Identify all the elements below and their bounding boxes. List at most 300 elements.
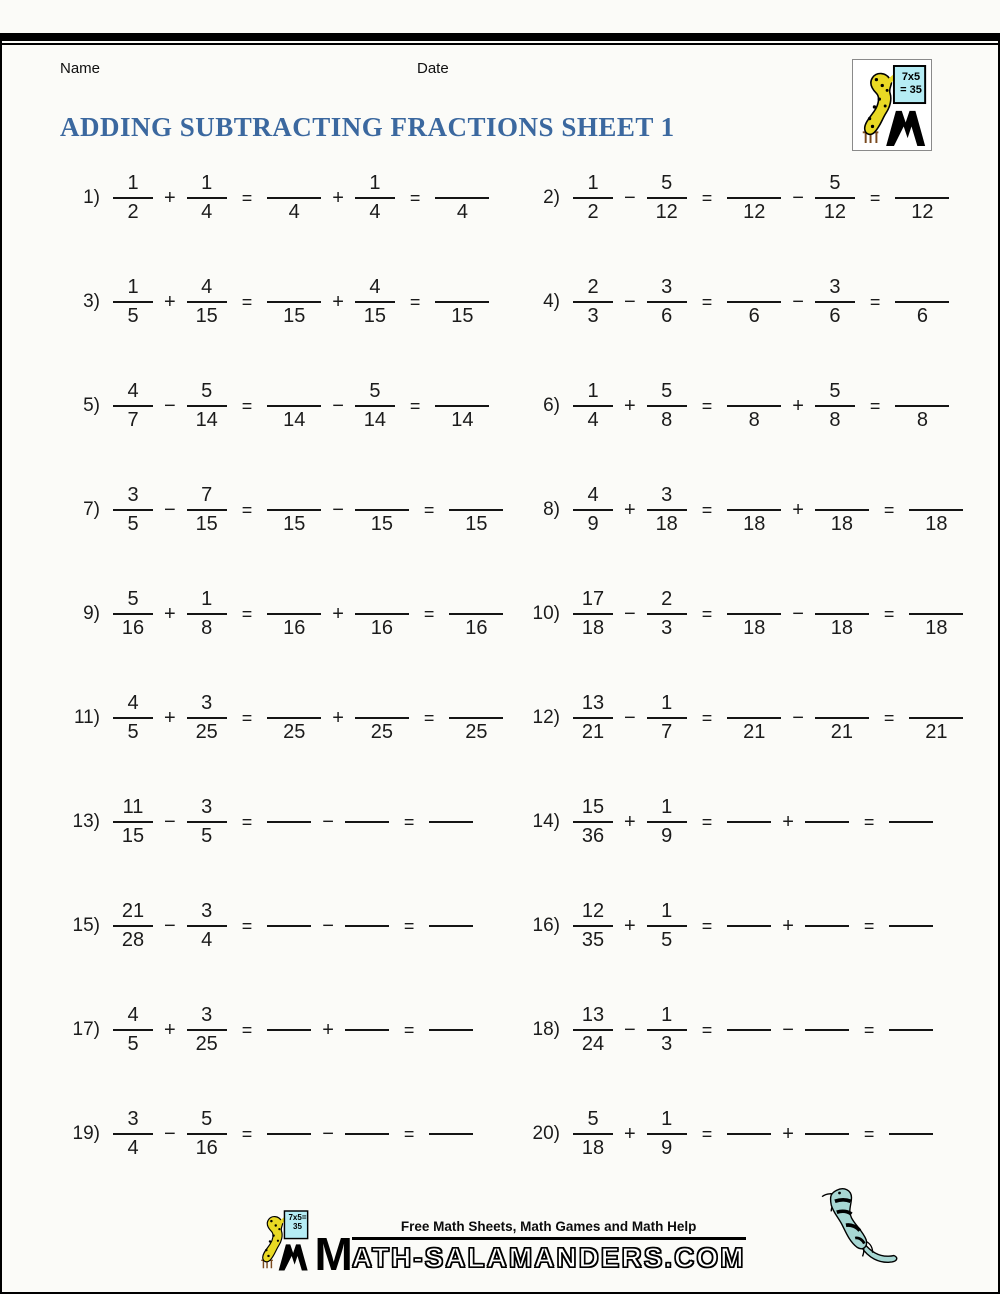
problem-number: 4) [543,291,560,312]
footer-logo [254,1206,312,1274]
problem-number: 6) [543,395,560,416]
denominator: 15 [370,513,394,535]
denominator: 15 [283,305,306,327]
denominator: 6 [661,305,673,327]
numerator: 17 [573,587,613,615]
fraction-a [113,379,153,433]
fraction-c [355,171,395,225]
problems-grid [58,146,998,1186]
answer-slot [815,587,869,641]
fraction-b [187,483,227,537]
numerator: 5 [647,171,687,199]
answer-blank [727,483,781,511]
fraction-a [113,691,153,745]
answer-blank [267,483,321,511]
operator-sign: − [164,394,176,417]
denominator: 14 [363,409,387,431]
fraction-c [815,275,855,329]
denominator: 25 [465,721,488,743]
answer-blank [805,821,849,823]
answer-blank [727,1029,771,1031]
equals-sign: = [883,603,895,624]
denominator: 4 [201,929,213,951]
numerator: 13 [573,691,613,719]
operator-sign: − [164,810,176,833]
answer-blank [727,821,771,823]
answer-blank [727,379,781,407]
answer-slot [267,691,321,745]
answer-blank [435,379,489,407]
denominator: 12 [655,201,678,223]
date-label: Date [417,60,449,77]
operator-sign: − [792,186,804,209]
denominator: 5 [127,1033,139,1055]
equals-sign: = [241,1123,253,1144]
answer-slot [727,379,781,433]
denominator: 9 [587,513,599,535]
answer-blank [267,379,321,407]
fraction-a [573,795,613,849]
fraction-b [647,171,687,225]
answer-blank [429,821,473,823]
denominator: 15 [121,825,145,847]
answer-blank [909,691,963,719]
answer-blank [267,1133,311,1135]
numerator: 3 [815,275,855,303]
answer-blank [889,925,933,927]
numerator: 1 [647,899,687,927]
problem-number: 16) [532,915,560,936]
operator-sign: + [332,290,344,313]
operator-sign: + [624,394,636,417]
answer-slot [727,171,781,225]
fraction-b [647,483,687,537]
answer-blank [805,1029,849,1031]
answer-slot [727,691,781,745]
fraction-b [647,899,687,953]
equals-sign: = [241,915,253,936]
operator-sign: − [792,290,804,313]
name-label: Name [60,60,101,77]
equals-sign: = [863,915,875,936]
problem-row [518,1003,998,1057]
logo-board-text: 7x5 [901,71,921,83]
operator-sign: + [792,498,804,521]
denominator: 8 [661,409,673,431]
fraction-b [647,691,687,745]
equals-sign: = [883,499,895,520]
problem-row [58,795,518,849]
equals-sign: = [863,811,875,832]
operator-sign: − [624,1018,636,1041]
problem-number: 12) [532,707,560,728]
problem-row [518,691,998,745]
problem-number: 13) [72,811,100,832]
equals-sign: = [701,707,713,728]
denominator: 25 [195,721,218,743]
fraction-b [187,795,227,849]
answer-blank [267,587,321,615]
operator-sign: + [624,1122,636,1145]
operator-sign: − [792,602,804,625]
fraction-c [355,275,395,329]
answer-slot [435,379,489,433]
answer-slot [267,483,321,537]
denominator: 9 [661,825,673,847]
operator-sign: − [322,810,334,833]
denominator: 18 [581,617,605,639]
denominator: 16 [195,1137,218,1159]
operator-sign: − [782,1018,794,1041]
numerator: 1 [113,275,153,303]
denominator: 36 [581,825,605,847]
answer-blank [435,171,489,199]
fraction-a [113,795,153,849]
problem-row [518,379,998,433]
denominator: 15 [465,513,488,535]
numerator: 2 [647,587,687,615]
numerator: 21 [113,899,153,927]
denominator: 15 [195,305,218,327]
answer-blank [355,587,409,615]
answer-slot [449,587,503,641]
answer-slot [815,691,869,745]
denominator: 18 [830,513,854,535]
fraction-b [187,171,227,225]
numerator: 5 [573,1107,613,1135]
equals-sign: = [701,395,713,416]
answer-blank [889,1029,933,1031]
brand-text-block [352,1219,746,1274]
problem-number: 14) [532,811,560,832]
denominator: 25 [370,721,394,743]
fraction-b [187,1107,227,1161]
fraction-a [113,899,153,953]
numerator: 3 [113,483,153,511]
answer-slot [909,587,963,641]
answer-slot [895,171,949,225]
answer-blank [449,483,503,511]
denominator: 5 [127,305,139,327]
answer-slot [895,275,949,329]
problem-row [58,171,518,225]
site-name: ATH-SALAMANDERS.COM [351,1242,746,1273]
answer-blank [909,483,963,511]
fraction-b [187,379,227,433]
answer-blank [345,1133,389,1135]
fraction-b [647,795,687,849]
fraction-b [647,379,687,433]
equals-sign: = [403,915,415,936]
numerator: 1 [647,1003,687,1031]
answer-blank [727,171,781,199]
problem-row [518,587,998,641]
answer-blank [267,275,321,303]
problem-row [58,899,518,953]
operator-sign: − [164,914,176,937]
answer-blank [727,691,781,719]
problem-number: 3) [83,291,100,312]
denominator: 4 [456,201,468,223]
numerator: 5 [187,1107,227,1135]
problem-row [518,795,998,849]
denominator: 2 [127,201,139,223]
denominator: 4 [201,201,213,223]
answer-blank [727,587,781,615]
problem-row [58,1107,518,1161]
math-salamanders-logo [852,59,932,151]
operator-sign: + [332,186,344,209]
denominator: 16 [283,617,306,639]
denominator: 35 [581,929,605,951]
denominator: 16 [370,617,394,639]
numerator: 1 [187,587,227,615]
equals-sign: = [241,187,253,208]
gecko-icon [811,1184,903,1270]
equals-sign: = [863,1019,875,1040]
brand-divider [352,1237,746,1240]
answer-blank [345,925,389,927]
denominator: 8 [201,617,213,639]
operator-sign: − [624,602,636,625]
equals-sign: = [409,395,421,416]
equals-sign: = [869,291,881,312]
operator-sign: + [164,602,176,625]
denominator: 25 [195,1033,218,1055]
denominator: 15 [283,513,306,535]
numerator: 5 [815,379,855,407]
fraction-a [573,1003,613,1057]
denominator: 14 [283,409,306,431]
problem-row [58,1003,518,1057]
answer-slot [267,275,321,329]
equals-sign: = [863,1123,875,1144]
answer-blank [267,691,321,719]
answer-blank [355,483,409,511]
denominator: 6 [829,305,841,327]
denominator: 4 [587,409,599,431]
equals-sign: = [241,291,253,312]
numerator: 5 [647,379,687,407]
denominator: 4 [288,201,300,223]
numerator: 4 [113,379,153,407]
equals-sign: = [423,603,435,624]
equals-sign: = [423,707,435,728]
equals-sign: = [869,187,881,208]
denominator: 28 [121,929,145,951]
answer-blank [805,1133,849,1135]
problem-row [518,275,998,329]
denominator: 6 [748,305,760,327]
numerator: 12 [573,899,613,927]
denominator: 8 [916,409,928,431]
answer-slot [909,691,963,745]
denominator: 18 [925,513,948,535]
answer-blank [727,1133,771,1135]
operator-sign: + [624,810,636,833]
numerator: 1 [647,1107,687,1135]
operator-sign: − [322,914,334,937]
problem-row [58,379,518,433]
fraction-a [113,1107,153,1161]
answer-slot [267,587,321,641]
numerator: 3 [187,1003,227,1031]
brand-m-letter: M [314,1228,351,1281]
numerator: 1 [113,171,153,199]
equals-sign: = [241,603,253,624]
answer-blank [449,587,503,615]
fraction-c [355,379,395,433]
answer-blank [727,275,781,303]
denominator: 7 [661,721,673,743]
answer-blank [267,171,321,199]
equals-sign: = [403,1019,415,1040]
denominator: 12 [823,201,847,223]
equals-sign: = [701,499,713,520]
denominator: 21 [830,721,854,743]
equals-sign: = [701,811,713,832]
answer-slot [449,691,503,745]
answer-slot [727,275,781,329]
problem-number: 8) [543,499,560,520]
denominator: 3 [661,617,673,639]
fraction-a [573,483,613,537]
numerator: 11 [113,795,153,823]
operator-sign: + [332,706,344,729]
numerator: 5 [815,171,855,199]
problem-number: 17) [72,1019,100,1040]
answer-blank [909,587,963,615]
problem-number: 1) [83,187,100,208]
problem-row [518,899,998,953]
equals-sign: = [883,707,895,728]
denominator: 5 [661,929,673,951]
numerator: 7 [187,483,227,511]
answer-slot [355,483,409,537]
fraction-c [815,171,855,225]
equals-sign: = [241,707,253,728]
page-title: ADDING SUBTRACTING FRACTIONS SHEET 1 [60,112,675,142]
fraction-a [113,483,153,537]
denominator: 2 [587,201,599,223]
answer-blank [429,1133,473,1135]
answer-slot [895,379,949,433]
equals-sign: = [423,499,435,520]
problem-number: 11) [73,707,100,728]
denominator: 8 [748,409,760,431]
numerator: 3 [113,1107,153,1135]
equals-sign: = [403,1123,415,1144]
numerator: 15 [573,795,613,823]
denominator: 15 [363,305,387,327]
numerator: 5 [113,587,153,615]
problem-number: 5) [83,395,100,416]
numerator: 3 [187,795,227,823]
problem-row [518,483,998,537]
numerator: 4 [355,275,395,303]
problem-number: 9) [83,603,100,624]
denominator: 25 [283,721,306,743]
answer-blank [267,925,311,927]
answer-blank [895,275,949,303]
problem-row [518,1107,998,1161]
equals-sign: = [409,291,421,312]
numerator: 1 [187,171,227,199]
fraction-a [573,1107,613,1161]
denominator: 18 [743,513,766,535]
fraction-b [187,587,227,641]
operator-sign: + [164,290,176,313]
operator-sign: − [164,498,176,521]
numerator: 3 [647,483,687,511]
numerator: 1 [573,379,613,407]
answer-slot [815,483,869,537]
logo-board-text: = 35 [900,84,922,96]
problem-row [58,691,518,745]
answer-blank [727,925,771,927]
denominator: 12 [743,201,766,223]
equals-sign: = [701,915,713,936]
answer-blank [815,691,869,719]
denominator: 15 [195,513,218,535]
operator-sign: + [782,1122,794,1145]
denominator: 14 [195,409,218,431]
answer-blank [449,691,503,719]
denominator: 4 [127,1137,139,1159]
fraction-b [647,587,687,641]
fraction-a [573,899,613,953]
problem-number: 10) [532,603,560,624]
tagline: Free Math Sheets, Math Games and Math Help [400,1219,697,1234]
operator-sign: − [332,498,344,521]
problem-number: 15) [72,915,100,936]
fraction-a [573,275,613,329]
numerator: 4 [573,483,613,511]
equals-sign: = [241,395,253,416]
problem-row [58,483,518,537]
problem-row [58,275,518,329]
equals-sign: = [241,811,253,832]
fraction-a [573,379,613,433]
operator-sign: − [792,706,804,729]
operator-sign: + [792,394,804,417]
numerator: 13 [573,1003,613,1031]
numerator: 3 [187,691,227,719]
answer-slot [727,483,781,537]
equals-sign: = [701,187,713,208]
operator-sign: + [624,914,636,937]
denominator: 16 [121,617,145,639]
numerator: 4 [113,1003,153,1031]
problem-number: 2) [543,187,560,208]
equals-sign: = [241,1019,253,1040]
answer-blank [345,821,389,823]
answer-blank [815,483,869,511]
equals-sign: = [869,395,881,416]
top-border-thick [2,33,998,41]
problem-number: 20) [532,1123,560,1144]
denominator: 21 [925,721,948,743]
operator-sign: + [782,810,794,833]
answer-slot [449,483,503,537]
problem-number: 19) [72,1123,100,1144]
denominator: 18 [655,513,678,535]
fraction-b [187,275,227,329]
denominator: 12 [911,201,934,223]
fraction-a [113,171,153,225]
fraction-c [815,379,855,433]
denominator: 21 [581,721,605,743]
